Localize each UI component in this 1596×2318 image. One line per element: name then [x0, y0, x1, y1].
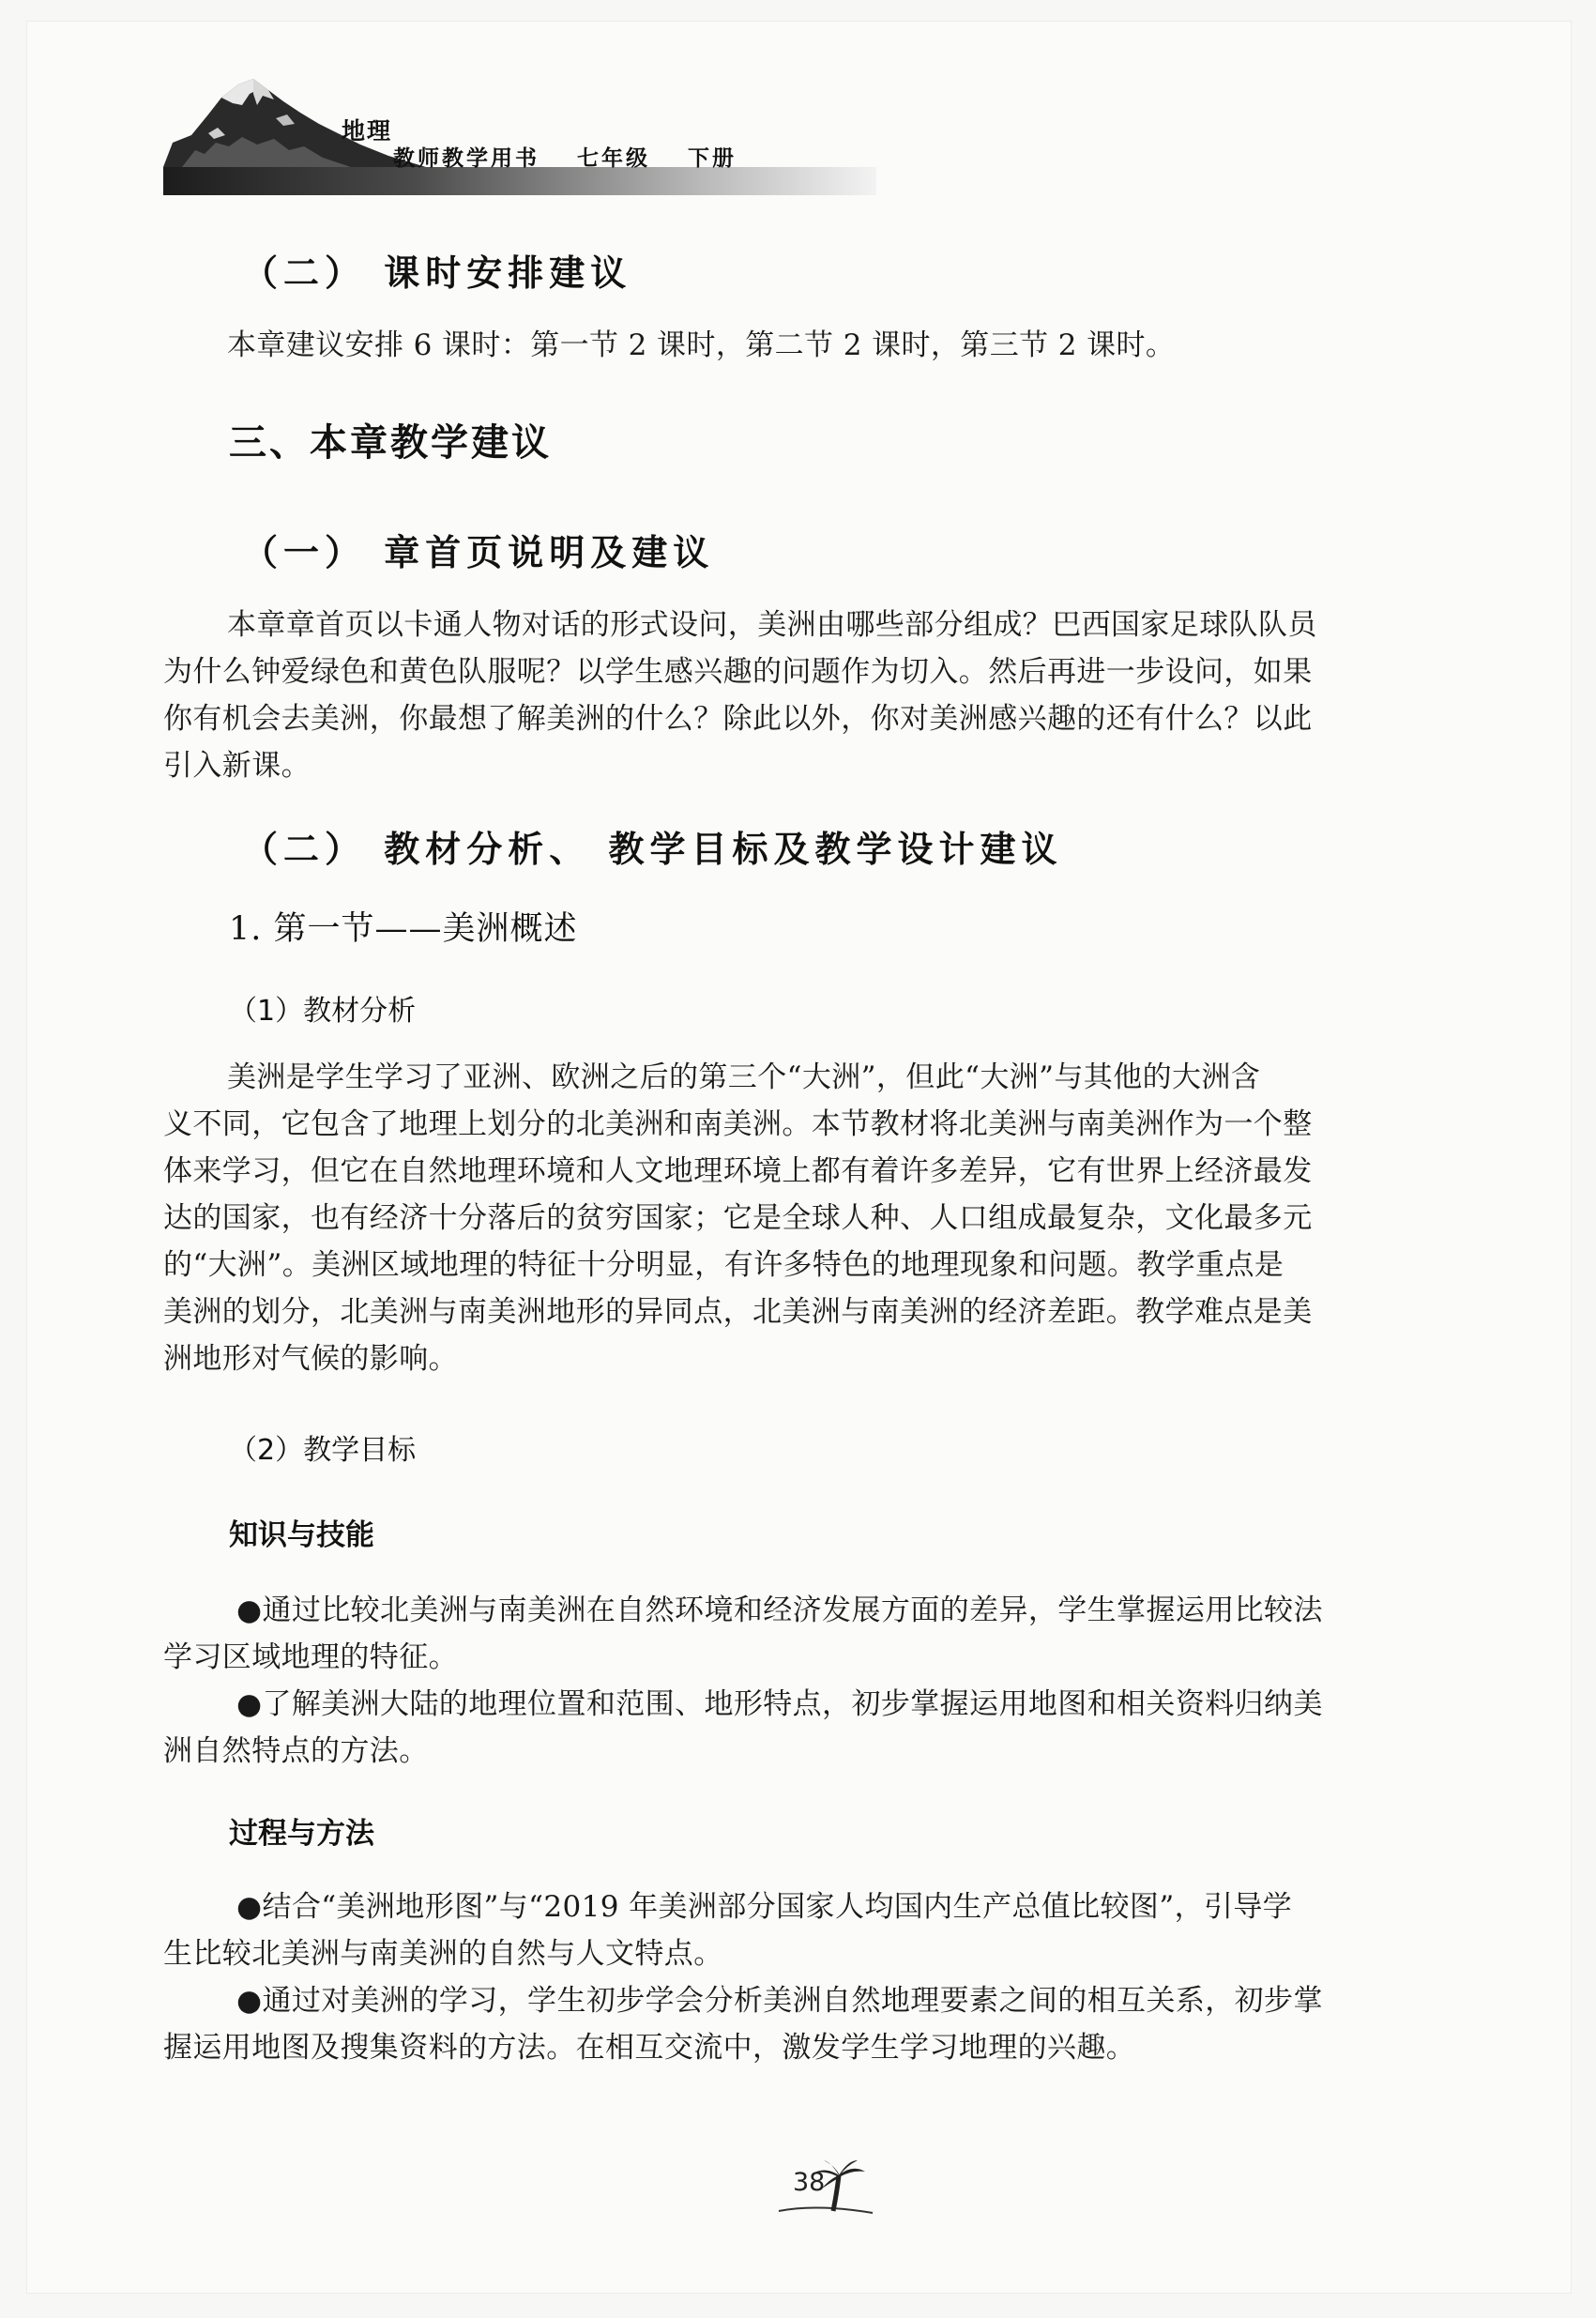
header-volume: 下册	[688, 146, 737, 171]
header-subject: 地理	[342, 117, 393, 145]
chapter-heading: 三、本章教学建议	[229, 421, 552, 465]
material-line-4: 达的国家，也有经济十分落后的贫穷国家；它是全球人种、人口组成最复杂，文化最多元	[163, 1201, 1313, 1235]
intro-line-2: 为什么钟爱绿色和黄色队服呢？以学生感兴趣的问题作为切入。然后再进一步设问，如果	[163, 655, 1313, 689]
header-grade: 七年级	[577, 146, 650, 171]
material-line-3: 体来学习，但它在自然地理环境和人文地理环境上都有着许多差异，它有世界上经济最发	[163, 1154, 1313, 1188]
section1-heading: 1. 第一节——美洲概述	[229, 910, 578, 948]
process-line-4: 握运用地图及搜集资料的方法。在相互交流中，激发学生学习地理的兴趣。	[163, 2031, 1136, 2065]
intro-heading: （一） 章首页说明及建议	[242, 532, 715, 573]
process-line-2: 生比较北美洲与南美洲的自然与人文特点。	[163, 1937, 723, 1971]
page-footer	[751, 2155, 882, 2230]
page-header	[163, 77, 914, 195]
material-line-5: 的“大洲”。美洲区域地理的特征十分明显，有许多特色的地理现象和问题。教学重点是	[163, 1248, 1284, 1282]
process-heading: 过程与方法	[229, 1817, 374, 1851]
material-line-6: 美洲的划分，北美洲与南美洲地形的异同点，北美洲与南美洲的经济差距。教学难点是美	[163, 1295, 1313, 1329]
process-line-3: ●通过对美洲的学习，学生初步学会分析美洲自然地理要素之间的相互关系，初步掌	[236, 1984, 1323, 2018]
goals-heading: （2）教学目标	[229, 1434, 417, 1467]
material-line-2: 义不同，它包含了地理上划分的北美洲和南美洲。本节教材将北美洲与南美洲作为一个整	[163, 1107, 1313, 1141]
mountain-banner-icon	[163, 77, 914, 195]
process-line-1: ●结合“美洲地形图”与“2019 年美洲部分国家人均国内生产总值比较图”，引导学	[236, 1890, 1293, 1924]
material-line-7: 洲地形对气候的影响。	[163, 1342, 458, 1376]
schedule-text: 本章建议安排 6 课时：第一节 2 课时，第二节 2 课时，第三节 2 课时。	[227, 328, 1176, 362]
knowledge-line-3: ●了解美洲大陆的地理位置和范围、地形特点，初步掌握运用地图和相关资料归纳美	[236, 1687, 1323, 1721]
material-line-1: 美洲是学生学习了亚洲、欧洲之后的第三个“大洲”，但此“大洲”与其他的大洲含	[227, 1060, 1261, 1094]
knowledge-line-1: ●通过比较北美洲与南美洲在自然环境和经济发展方面的差异，学生掌握运用比较法	[236, 1594, 1323, 1627]
analysis-heading: （二） 教材分析、 教学目标及教学设计建议	[242, 829, 1063, 870]
intro-line-3: 你有机会去美洲，你最想了解美洲的什么？除此以外，你对美洲感兴趣的还有什么？以此	[163, 702, 1313, 736]
intro-line-4: 引入新课。	[163, 749, 311, 783]
knowledge-line-4: 洲自然特点的方法。	[163, 1734, 429, 1768]
header-book-title	[393, 141, 753, 172]
schedule-heading: （二） 课时安排建议	[242, 252, 632, 294]
intro-line-1: 本章章首页以卡通人物对话的形式设问，美洲由哪些部分组成？巴西国家足球队队员	[227, 608, 1317, 642]
knowledge-heading: 知识与技能	[229, 1518, 374, 1552]
material-heading: （1）教材分析	[229, 995, 417, 1028]
knowledge-line-2: 学习区域地理的特征。	[163, 1640, 458, 1674]
header-book-name: 教师教学用书	[393, 146, 540, 171]
page-number: 38	[793, 2168, 826, 2197]
